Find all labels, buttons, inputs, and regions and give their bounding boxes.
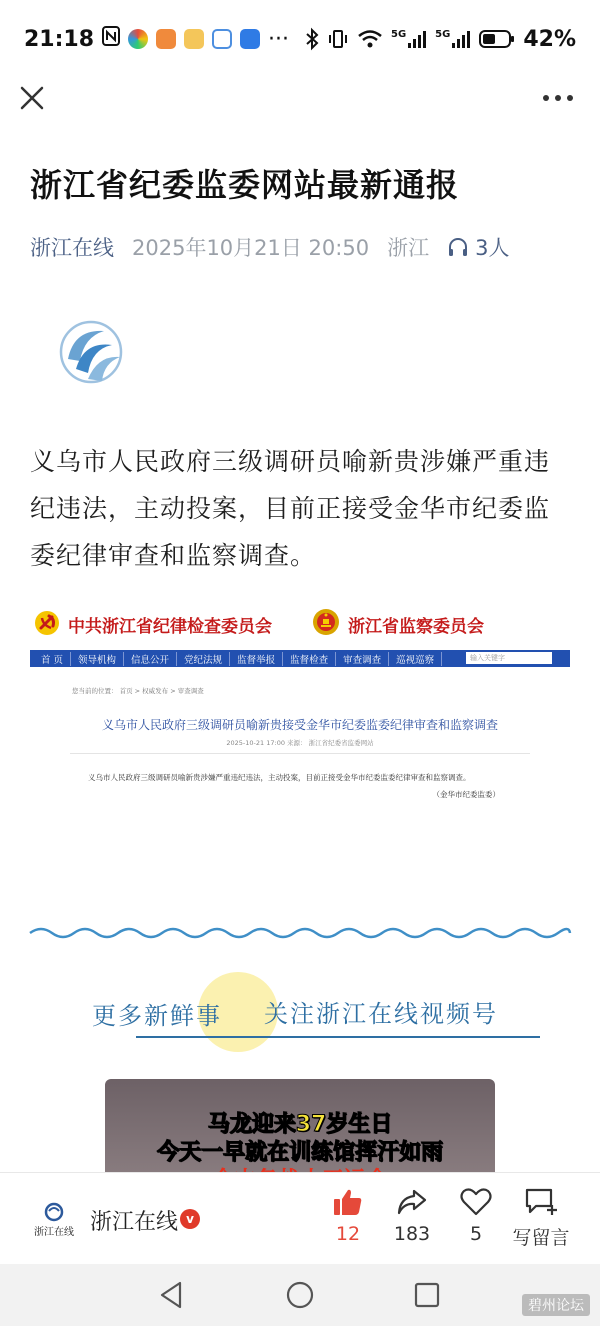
bottom-action-bar xyxy=(0,1172,600,1264)
site-breadcrumb: 您当前的位置： 首页 > 权威发布 > 审查调查 xyxy=(72,687,204,695)
comment-label: 写留言 xyxy=(512,1227,570,1249)
site-right-title: 浙江省监察委员会 xyxy=(348,617,484,637)
account-logo-text: 浙江在线 xyxy=(34,1227,74,1238)
follow-promo[interactable] xyxy=(0,966,600,1056)
article-body: 义乌市人民政府三级调研员喻新贵涉嫌严重违纪违法，主动投案，目前正接受金华市纪委监委纪律审查和监察调查。 xyxy=(30,447,551,570)
site-left-title: 中共浙江省纪律检查委员会 xyxy=(68,617,272,637)
site-nav-item: 监督检查 xyxy=(283,652,336,666)
favorite-count: 5 xyxy=(469,1223,483,1245)
article-source-link[interactable]: 浙江在线 xyxy=(30,236,114,260)
promo-underline xyxy=(136,1036,540,1038)
site-search-box: 输入关键字 xyxy=(466,652,552,664)
embedded-site-image[interactable] xyxy=(30,598,570,898)
site-article-title: 义乌市人民政府三级调研员喻新贵接受金华市纪委监委纪律审查和监察调查 xyxy=(101,718,498,732)
app-notification-icon xyxy=(184,29,204,49)
wave-divider xyxy=(30,922,570,944)
site-nav-item: 首 页 xyxy=(34,652,71,666)
more-button[interactable] xyxy=(540,86,576,110)
app-notification-icon xyxy=(240,29,260,49)
more-dots-icon xyxy=(540,86,576,110)
close-icon xyxy=(16,82,48,114)
app-notification-icon xyxy=(212,29,232,49)
thumbs-up-icon xyxy=(332,1187,364,1217)
site-article-source: （金华市纪委监委） xyxy=(432,790,500,799)
listen-button[interactable] xyxy=(447,232,509,262)
battery-icon xyxy=(479,29,515,49)
favorite-button[interactable] xyxy=(446,1187,506,1245)
share-button[interactable] xyxy=(382,1187,442,1245)
site-nav-item: 监督举报 xyxy=(230,652,283,666)
nav-home-button[interactable] xyxy=(285,1280,315,1314)
site-article-body: 义乌市人民政府三级调研员喻新贵涉嫌严重违纪违法，主动投案，目前正接受金华市纪委监委纪律审查和监察调查。 xyxy=(88,773,471,782)
site-nav-item: 信息公开 xyxy=(124,652,177,666)
like-count: 12 xyxy=(335,1223,361,1245)
site-nav-item: 党纪法规 xyxy=(177,652,230,666)
site-article-meta: 2025-10-21 17:00 来源： 浙江省纪委省监委网站 xyxy=(226,739,374,747)
site-nav xyxy=(30,650,570,667)
site-nav-item: 巡视巡察 xyxy=(389,652,442,666)
nav-recents-button[interactable] xyxy=(413,1280,441,1314)
signal-5g-icon: 5G xyxy=(391,29,427,49)
app-notification-icon xyxy=(128,29,148,49)
heart-icon xyxy=(460,1187,492,1217)
promo-right-text: 关注浙江在线视频号 xyxy=(264,1000,498,1028)
article-title: 浙江省纪委监委网站最新通报 xyxy=(30,166,460,204)
account-name[interactable]: 浙江在线 xyxy=(90,1210,179,1235)
share-icon xyxy=(396,1187,428,1217)
back-triangle-icon xyxy=(158,1280,186,1310)
divider xyxy=(70,753,530,754)
video-card[interactable] xyxy=(105,1079,495,1179)
article-region: 浙江 xyxy=(387,236,430,260)
video-caption-line2: 今天一早就在训练馆挥汗如雨 xyxy=(156,1140,443,1165)
site-nav-item: 领导机构 xyxy=(71,652,124,666)
comment-button[interactable] xyxy=(506,1187,576,1250)
home-circle-icon xyxy=(285,1280,315,1310)
watermark: 碧州论坛 xyxy=(522,1294,590,1316)
party-emblem-icon xyxy=(34,610,60,636)
article-meta xyxy=(30,232,509,262)
status-time: 21:18 xyxy=(24,26,95,52)
nav-back-button[interactable] xyxy=(158,1280,186,1314)
system-nav-bar xyxy=(0,1264,600,1326)
top-bar xyxy=(0,78,600,122)
bluetooth-icon xyxy=(305,28,319,50)
more-notifications: ··· xyxy=(268,26,290,52)
comment-plus-icon xyxy=(524,1187,558,1217)
listener-count: 3人 xyxy=(475,236,510,260)
share-count: 183 xyxy=(393,1223,431,1245)
site-nav-item: 审查调查 xyxy=(336,652,389,666)
like-button[interactable] xyxy=(318,1187,378,1245)
vibrate-icon xyxy=(327,28,349,50)
close-button[interactable] xyxy=(16,82,48,114)
verified-badge: v xyxy=(180,1209,200,1229)
battery-percent: 42% xyxy=(523,26,576,52)
recents-square-icon xyxy=(413,1280,441,1310)
video-caption-line1: 马龙迎来37岁生日 xyxy=(207,1112,393,1137)
article-date: 2025年10月21日 20:50 xyxy=(132,236,370,260)
app-notification-icon xyxy=(156,29,176,49)
signal-5g-icon-2: 5G xyxy=(435,29,471,49)
nfc-icon xyxy=(102,26,120,52)
account-avatar[interactable] xyxy=(34,1199,74,1239)
state-emblem-icon xyxy=(312,608,340,636)
promo-left-text: 更多新鲜事 xyxy=(92,1002,222,1030)
status-bar xyxy=(0,0,600,78)
wifi-icon xyxy=(357,29,383,49)
headphones-icon xyxy=(447,236,469,258)
zjol-logo-icon xyxy=(54,315,128,389)
